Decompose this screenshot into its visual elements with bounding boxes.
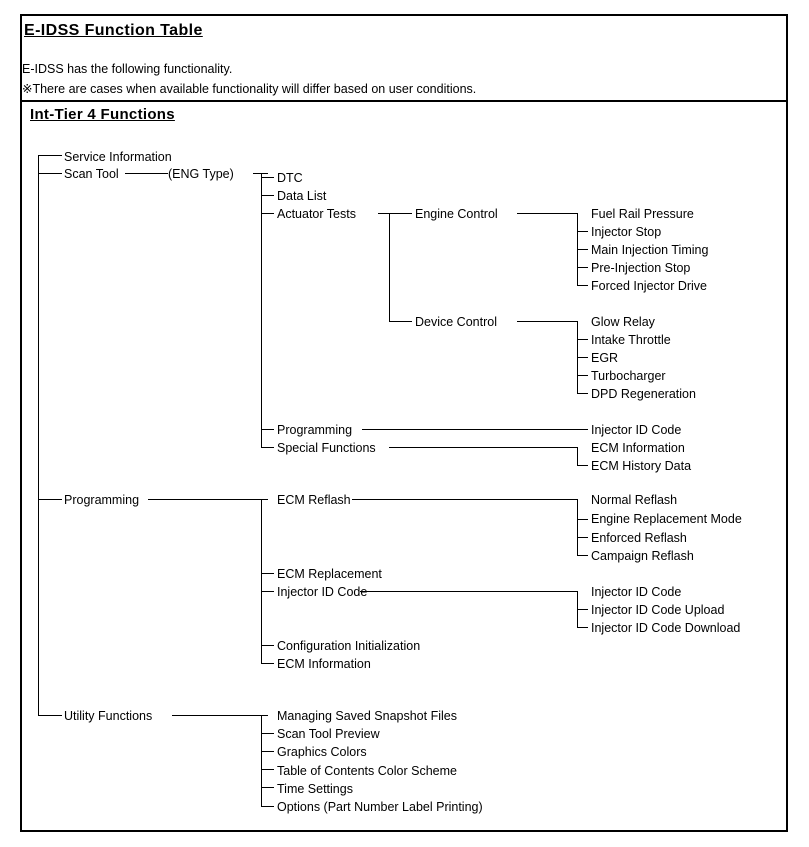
tree-node-pre-injection-stop[interactable]: Pre-Injection Stop	[591, 261, 691, 275]
tree-node-forced-injector-drive[interactable]: Forced Injector Drive	[591, 279, 708, 293]
tree-node-scan-tool-preview[interactable]: Scan Tool Preview	[277, 727, 380, 741]
tree-node-configuration-initialization[interactable]: Configuration Initialization	[277, 639, 421, 653]
tree-node-special-functions[interactable]: Special Functions	[277, 441, 376, 455]
tree-node-injector-id-code-upload[interactable]: Injector ID Code Upload	[591, 603, 725, 617]
section-title: Int-Tier 4 Functions	[30, 106, 175, 123]
tree-node-main-injection-timing[interactable]: Main Injection Timing	[591, 243, 709, 257]
tree-node-device-control[interactable]: Device Control	[415, 315, 497, 329]
tree-node-graphics-colors[interactable]: Graphics Colors	[277, 745, 367, 759]
page-title: E-IDSS Function Table	[24, 22, 203, 39]
tree-node-enforced-reflash[interactable]: Enforced Reflash	[591, 531, 687, 545]
tree-node-service-information[interactable]: Service Information	[64, 150, 172, 164]
tree-node-engine-replacement-mode[interactable]: Engine Replacement Mode	[591, 512, 742, 526]
tree-node-table-of-contents-color-scheme[interactable]: Table of Contents Color Scheme	[277, 764, 457, 778]
tree-node-turbocharger[interactable]: Turbocharger	[591, 369, 666, 383]
tree-node-ecm-information-special[interactable]: ECM Information	[591, 441, 685, 455]
tree-node-programming[interactable]: Programming	[64, 493, 140, 507]
tree-node-normal-reflash[interactable]: Normal Reflash	[591, 493, 678, 507]
tree-node-managing-saved-snapshot-files[interactable]: Managing Saved Snapshot Files	[277, 709, 457, 723]
tree-node-ecm-history-data[interactable]: ECM History Data	[591, 459, 692, 473]
intro-text-line-1: E-IDSS has the following functionality.	[22, 62, 233, 76]
tree-node-dpd-regeneration[interactable]: DPD Regeneration	[591, 387, 696, 401]
tree-node-data-list[interactable]: Data List	[277, 189, 327, 203]
tree-node-options-part-number-label-printing[interactable]: Options (Part Number Label Printing)	[277, 800, 483, 814]
tree-node-eng-type: (ENG Type)	[168, 167, 234, 181]
tree-node-injector-id-code-item[interactable]: Injector ID Code	[591, 585, 682, 599]
tree-node-ecm-replacement[interactable]: ECM Replacement	[277, 567, 382, 581]
tree-node-intake-throttle[interactable]: Intake Throttle	[591, 333, 671, 347]
tree-node-fuel-rail-pressure[interactable]: Fuel Rail Pressure	[591, 207, 694, 221]
tree-node-injector-stop[interactable]: Injector Stop	[591, 225, 662, 239]
tree-node-dtc[interactable]: DTC	[277, 171, 303, 185]
tree-node-injector-id-code-download[interactable]: Injector ID Code Download	[591, 621, 741, 635]
tree-node-actuator-tests[interactable]: Actuator Tests	[277, 207, 356, 221]
intro-text-line-2: ※There are cases when available functionality will differ based on user conditions.	[22, 82, 477, 96]
tree-node-egr[interactable]: EGR	[591, 351, 619, 365]
tree-node-campaign-reflash[interactable]: Campaign Reflash	[591, 549, 694, 563]
tree-node-injector-id-code[interactable]: Injector ID Code	[277, 585, 368, 599]
tree-node-time-settings[interactable]: Time Settings	[277, 782, 353, 796]
tree-node-engine-control[interactable]: Engine Control	[415, 207, 498, 221]
tree-node-scan-programming[interactable]: Programming	[277, 423, 353, 437]
tree-node-ecm-information[interactable]: ECM Information	[277, 657, 371, 671]
tree-node-utility-functions[interactable]: Utility Functions	[64, 709, 153, 723]
tree-node-scan-injector-id-code[interactable]: Injector ID Code	[591, 423, 682, 437]
tree-node-scan-tool[interactable]: Scan Tool	[64, 167, 119, 181]
tree-node-ecm-reflash[interactable]: ECM Reflash	[277, 493, 351, 507]
tree-node-glow-relay[interactable]: Glow Relay	[591, 315, 655, 329]
